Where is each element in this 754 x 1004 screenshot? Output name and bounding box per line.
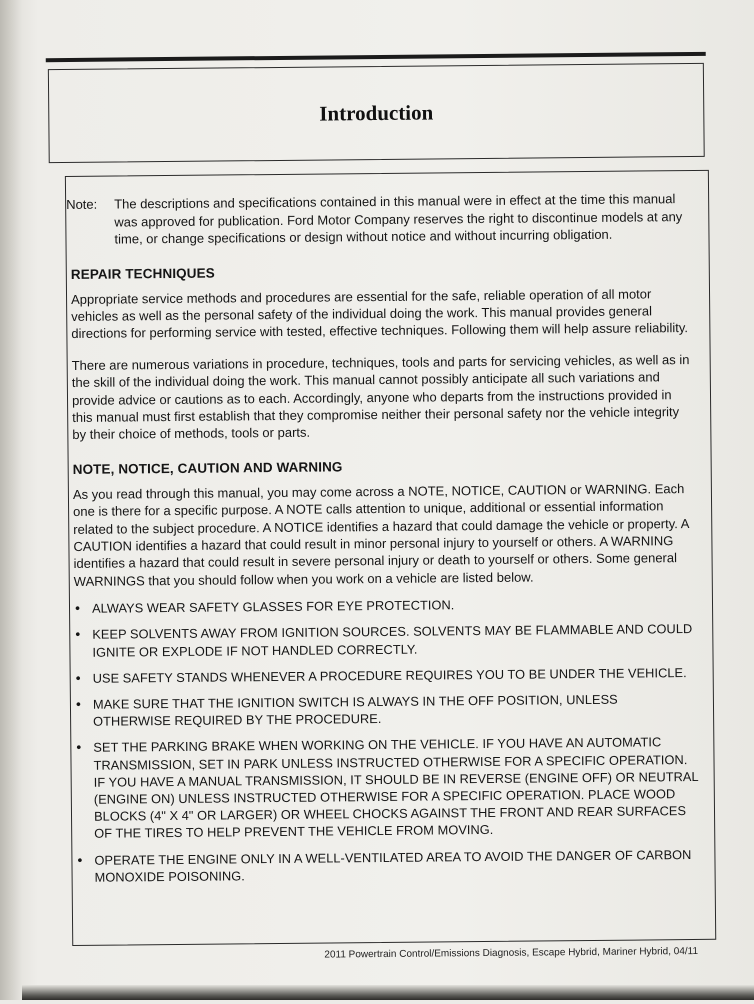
bullet-icon: • <box>75 669 81 686</box>
warning-item <box>75 690 699 730</box>
warning-text: ALWAYS WEAR SAFETY GLASSES FOR EYE PROTECTION. <box>91 597 455 616</box>
bullet-icon: • <box>75 626 81 643</box>
bullet-icon: • <box>75 695 81 712</box>
title-box <box>48 63 705 163</box>
warning-item <box>75 733 700 842</box>
warning-item <box>76 846 700 886</box>
page-title: Introduction <box>319 99 434 126</box>
warning-text: OPERATE THE ENGINE ONLY IN A WELL-VENTILATED AREA TO AVOID THE DANGER OF CARBON MONOXIDE POISONING. <box>94 846 692 885</box>
warning-text: MAKE SURE THAT THE IGNITION SWITCH IS ALWAYS IN THE OFF POSITION, UNLESS OTHERWISE REQUIRED BY THE PROCEDURE. <box>92 691 618 729</box>
note-text: The descriptions and specifications contained in this manual were in effect at the time this manual was approved for publication. Ford Motor Company reserves the right to discontinue models at any time, or change specifications or design without notice and without incurring obligation. <box>114 191 683 247</box>
paragraph: Appropriate service methods and procedures are essential for the safe, reliable operation of all motor vehicles as well as the personal safety of the individual doing the work. This manual provides general directions for performing service with tested, effective techniques. Following them will help assure reliability. <box>70 285 689 342</box>
top-rule <box>46 52 706 62</box>
bullet-icon: • <box>77 851 83 868</box>
bullet-icon: • <box>76 739 82 756</box>
warning-item <box>74 594 698 617</box>
warning-item <box>75 664 699 687</box>
note-label: Note: <box>66 196 98 212</box>
note-block <box>66 190 694 249</box>
warning-list <box>70 594 701 886</box>
warning-text: SET THE PARKING BRAKE WHEN WORKING ON THE VEHICLE. IF YOU HAVE AN AUTOMATIC TRANSMISSION, SET IN PARK UNLESS INSTRUCTED OTHERWISE FOR A SPECIFIC OPERATION. IF YOU HAVE A MANUAL TRANSMISSION, IT SHOULD BE IN REVERSE (ENGINE OFF) OR NEUTRAL (ENGINE ON) UNLESS INSTRUCTED OTHERWISE FOR A SPECIFIC OPERATION. PLACE WOOD BLOCKS (4" X 4" OR LARGER) OR WHEEL CHOCKS AGAINST THE FRONT AND REAR SURFACES OF THE TIRES TO HELP PREVENT THE VEHICLE FROM MOVING. <box>93 734 699 842</box>
bullet-icon: • <box>74 600 81 617</box>
paragraph: There are numerous variations in procedure, techniques, tools and parts for servicing vehicles, as well as in the skill of the individual doing the work. This manual cannot possibly anticipate all such variations and provide advice or cautions as to each. Accordingly, anyone who departs from the instructions provided in this manual must first establish that they compromise neither their personal safety nor the vehicle integrity by their choice of methods, tools or parts. <box>71 351 690 443</box>
section-heading-repair-techniques: REPAIR TECHNIQUES <box>70 265 215 282</box>
warning-text: KEEP SOLVENTS AWAY FROM IGNITION SOURCES. SOLVENTS MAY BE FLAMMABLE AND COULD IGNITE OR EXPLODE IF NOT HANDLED CORRECTLY. <box>92 621 693 660</box>
warning-item <box>74 620 698 660</box>
paragraph: As you read through this manual, you may come across a NOTE, NOTICE, CAUTION or WARNING. Each one is there for a specific purpose. A NOTE calls attention to unique, additional or essential information related to the subject procedure. A NOTICE identifies a hazard that could damage the vehicle or property. A CAUTION identifies a hazard that could result in minor personal injury to yourself or others. A WARNING identifies a hazard that could result in severe personal injury or death to yourself or others. Some general WARNINGS that you should follow when you work on a vehicle are listed below. <box>72 480 689 589</box>
content-box <box>65 170 716 946</box>
page-footer: 2011 Powertrain Control/Emissions Diagnosis, Escape Hybrid, Mariner Hybrid, 04/11 <box>324 945 699 961</box>
page-bottom-shadow <box>22 985 754 1000</box>
section-heading-note-notice-caution-warning: NOTE, NOTICE, CAUTION AND WARNING <box>72 459 343 477</box>
warning-text: USE SAFETY STANDS WHENEVER A PROCEDURE REQUIRES YOU TO BE UNDER THE VEHICLE. <box>92 664 687 686</box>
